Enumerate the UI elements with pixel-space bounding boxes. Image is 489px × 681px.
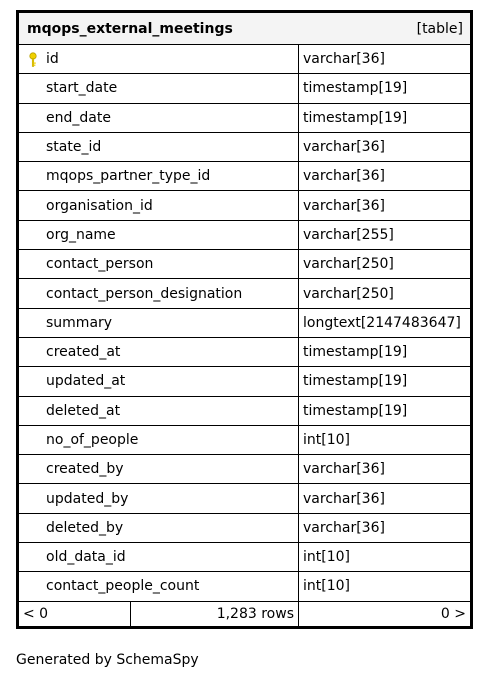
column-type: varchar[36] [303, 490, 385, 507]
column-name[interactable]: old_data_id [46, 549, 126, 566]
column-name[interactable]: mqops_partner_type_id [46, 168, 211, 185]
column-row [19, 104, 470, 133]
column-name-cell [19, 45, 299, 73]
column-type: varchar[250] [303, 285, 394, 302]
column-name[interactable]: updated_by [46, 490, 129, 507]
row-count: 1,283 rows [131, 602, 299, 626]
table-name[interactable]: mqops_external_meetings [27, 20, 233, 37]
column-name-cell [19, 338, 299, 366]
column-name-cell [19, 543, 299, 571]
column-row [19, 367, 470, 396]
column-name[interactable]: contact_person [46, 256, 154, 273]
column-name[interactable]: summary [46, 314, 113, 331]
children-count[interactable]: 0 > [440, 605, 466, 622]
column-name-cell [19, 455, 299, 483]
column-row [19, 221, 470, 250]
column-type: varchar[255] [303, 226, 394, 243]
column-name[interactable]: created_by [46, 461, 124, 478]
column-name[interactable]: deleted_by [46, 519, 124, 536]
column-name[interactable]: org_name [46, 226, 116, 243]
column-name[interactable]: no_of_people [46, 432, 139, 448]
column-name[interactable]: created_at [46, 344, 121, 361]
column-type: timestamp[19] [303, 344, 408, 361]
column-row [19, 133, 470, 162]
table-header [19, 13, 470, 45]
column-name-cell [19, 514, 299, 542]
column-name-cell [19, 191, 299, 219]
column-name-cell [19, 426, 299, 454]
column-row [19, 338, 470, 367]
column-row [19, 45, 470, 74]
column-type: int[10] [303, 578, 350, 595]
column-row [19, 543, 470, 572]
column-row [19, 250, 470, 279]
column-name-cell [19, 309, 299, 337]
column-name[interactable]: end_date [46, 109, 111, 126]
column-type: varchar[36] [303, 461, 385, 478]
column-row [19, 191, 470, 220]
column-name[interactable]: contact_person_designation [46, 285, 243, 302]
column-name-cell [19, 397, 299, 425]
key-icon [28, 52, 40, 68]
column-row [19, 426, 470, 455]
column-type: int[10] [303, 432, 350, 448]
column-name-cell [19, 572, 299, 600]
parents-count[interactable]: < 0 [19, 602, 131, 626]
column-name[interactable]: state_id [46, 139, 102, 156]
column-row [19, 162, 470, 191]
column-row [19, 484, 470, 513]
column-type: longtext[2147483647] [303, 314, 461, 331]
column-type: timestamp[19] [303, 109, 408, 126]
column-type: varchar[36] [303, 197, 385, 214]
column-type: timestamp[19] [303, 402, 408, 419]
column-name-cell [19, 162, 299, 190]
column-list [19, 45, 470, 602]
column-type: varchar[250] [303, 256, 394, 273]
column-name-cell [19, 133, 299, 161]
schema-table [16, 10, 473, 629]
column-row [19, 572, 470, 601]
column-row [19, 397, 470, 426]
column-name[interactable]: updated_at [46, 373, 126, 390]
column-name[interactable]: id [46, 51, 59, 68]
column-name-cell [19, 74, 299, 102]
table-footer [19, 602, 470, 626]
column-type: int[10] [303, 549, 350, 566]
column-type: varchar[36] [303, 519, 385, 536]
column-name-cell [19, 104, 299, 132]
column-name[interactable]: deleted_at [46, 402, 121, 419]
column-row [19, 514, 470, 543]
column-type: varchar[36] [303, 51, 385, 68]
column-name-cell [19, 221, 299, 249]
column-row [19, 74, 470, 103]
table-kind-label: [table] [416, 20, 463, 37]
column-row [19, 455, 470, 484]
column-type: timestamp[19] [303, 373, 408, 390]
column-row [19, 279, 470, 308]
column-name-cell [19, 250, 299, 278]
column-name[interactable]: start_date [46, 80, 118, 97]
column-row [19, 309, 470, 338]
column-type: timestamp[19] [303, 80, 408, 97]
column-type: varchar[36] [303, 168, 385, 185]
column-name[interactable]: organisation_id [46, 197, 153, 214]
column-name[interactable]: contact_people_count [46, 578, 200, 595]
column-name-cell [19, 484, 299, 512]
generated-by-text: Generated by SchemaSpy [16, 652, 199, 668]
column-name-cell [19, 279, 299, 307]
column-name-cell [19, 367, 299, 395]
column-type: varchar[36] [303, 139, 385, 156]
